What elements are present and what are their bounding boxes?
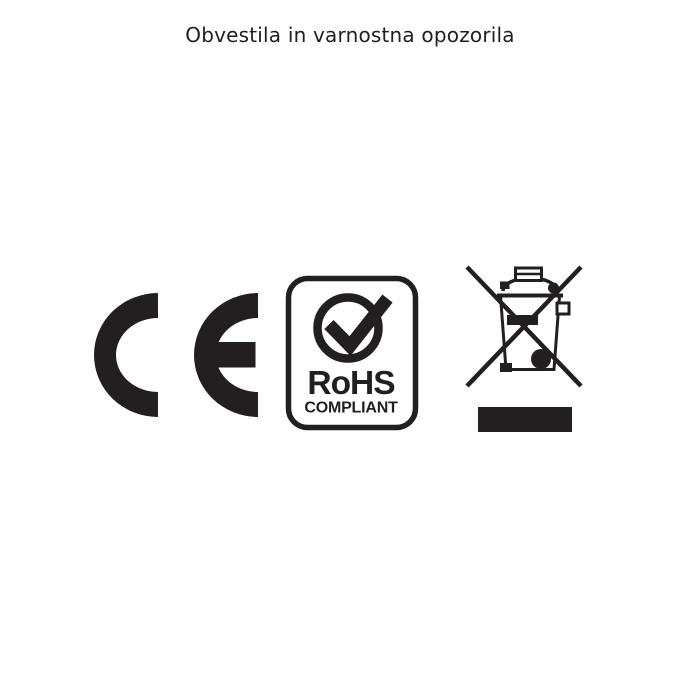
rohs-badge-icon	[280, 270, 422, 435]
rohs-compliant-label: COMPLIANT	[304, 399, 398, 417]
weee-bar	[478, 407, 572, 432]
weee-bin-icon	[460, 258, 595, 438]
page-title: Obvestila in varnostna opozorila	[185, 23, 515, 47]
rohs-label: RoHS	[307, 365, 395, 402]
rohs-badge-art	[280, 270, 422, 435]
ce-letterforms	[90, 290, 262, 420]
ce-mark-icon	[90, 290, 262, 420]
weee-art	[460, 258, 595, 438]
